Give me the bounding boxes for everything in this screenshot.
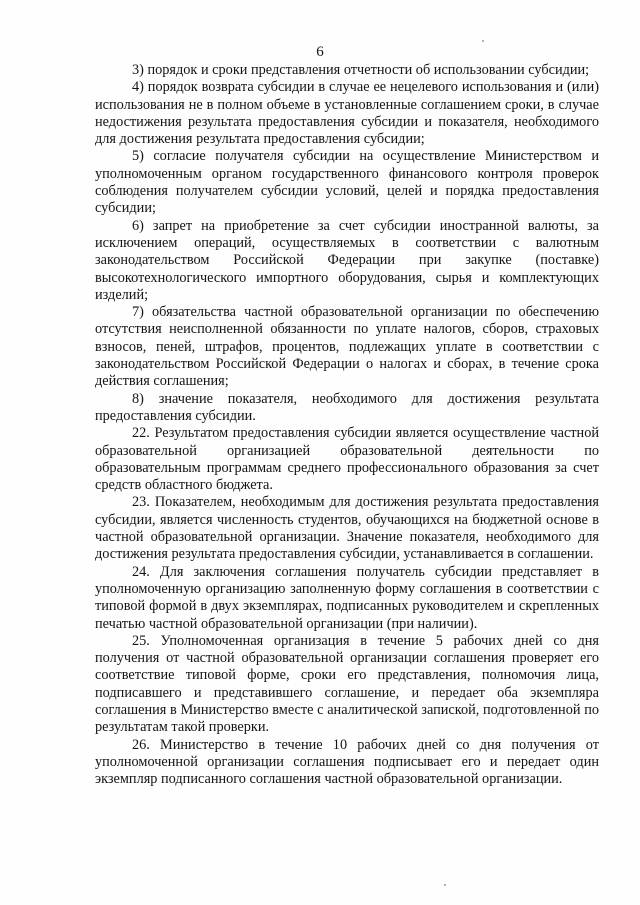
paragraph-item-8: 8) значение показателя, необходимого для достижения результата предоставления субсидии. bbox=[95, 390, 599, 424]
paragraph-item-7: 7) обязательства частной образовательной организации по обеспечению отсутствия неисполненной обязанности по уплате налогов, сборов, страховых взносов, пеней, штрафов, процентов, подлежащих уплате в соответствии с законодательством Российской Федерации о налогах и сборах, в течение срока действия соглашения; bbox=[95, 304, 599, 390]
page-number: 6 bbox=[316, 44, 324, 60]
paragraph-clause-25: 25. Уполномоченная организация в течение 5 рабочих дней со дня получения от частной образовательной организации соглашения проверяет его соответствие типовой форме, сроки его представления, полномочия лица, подписавшего и представившего соглашение, и передает оба экземпляра соглашения в Министерство вместе с аналитической запиской, подготовленной по результатам такой проверки. bbox=[95, 632, 599, 736]
paragraph-clause-22: 22. Результатом предоставления субсидии является осуществление частной образовательной организацией образовательной деятельности по образовательным программам среднего профессионального образования за счет средств областного бюджета. bbox=[95, 425, 599, 494]
paragraph-item-6: 6) запрет на приобретение за счет субсидии иностранной валюты, за исключением операций, осуществляемых в соответствии с валютным законодательством Российской Федерации при закупке (поставке) высокотехнологического импортного оборудования, сырья и комплектующих изделий; bbox=[95, 217, 599, 303]
document-body bbox=[95, 62, 599, 788]
paragraph-item-5: 5) согласие получателя субсидии на осуществление Министерством и уполномоченным органом государственного финансового контроля проверок соблюдения получателем субсидии условий, целей и порядка предоставления субсидии; bbox=[95, 148, 599, 217]
scan-speck bbox=[482, 40, 484, 42]
paragraph-clause-23: 23. Показателем, необходимым для достижения результата предоставления субсидии, является численность студентов, обучающихся на бюджетной основе в частной образовательной организации. Значение показателя, необходимого для достижения результата предоставления субсидии, устанавливается в соглашении. bbox=[95, 494, 599, 563]
paragraph-clause-26: 26. Министерство в течение 10 рабочих дней со дня получения от уполномоченной организации соглашения подписывает его и передает один экземпляр подписанного соглашения частной образовательной организации. bbox=[95, 736, 599, 788]
paragraph-item-3: 3) порядок и сроки представления отчетности об использовании субсидии; bbox=[132, 62, 590, 78]
scan-speck bbox=[444, 884, 446, 886]
paragraph-item-4: 4) порядок возврата субсидии в случае ее нецелевого использования и (или) использования не в полном объеме в установленные соглашением сроки, в случае недостижения результата предоставления субсидии и показателя, необходимого для достижения результата предоставления субсидии; bbox=[95, 79, 599, 148]
paragraph-clause-24: 24. Для заключения соглашения получатель субсидии представляет в уполномоченную организацию заполненную форму соглашения в соответствии с типовой формой в двух экземплярах, подписанных руководителем и скрепленных печатью частной образовательной организации (при наличии). bbox=[95, 563, 599, 632]
